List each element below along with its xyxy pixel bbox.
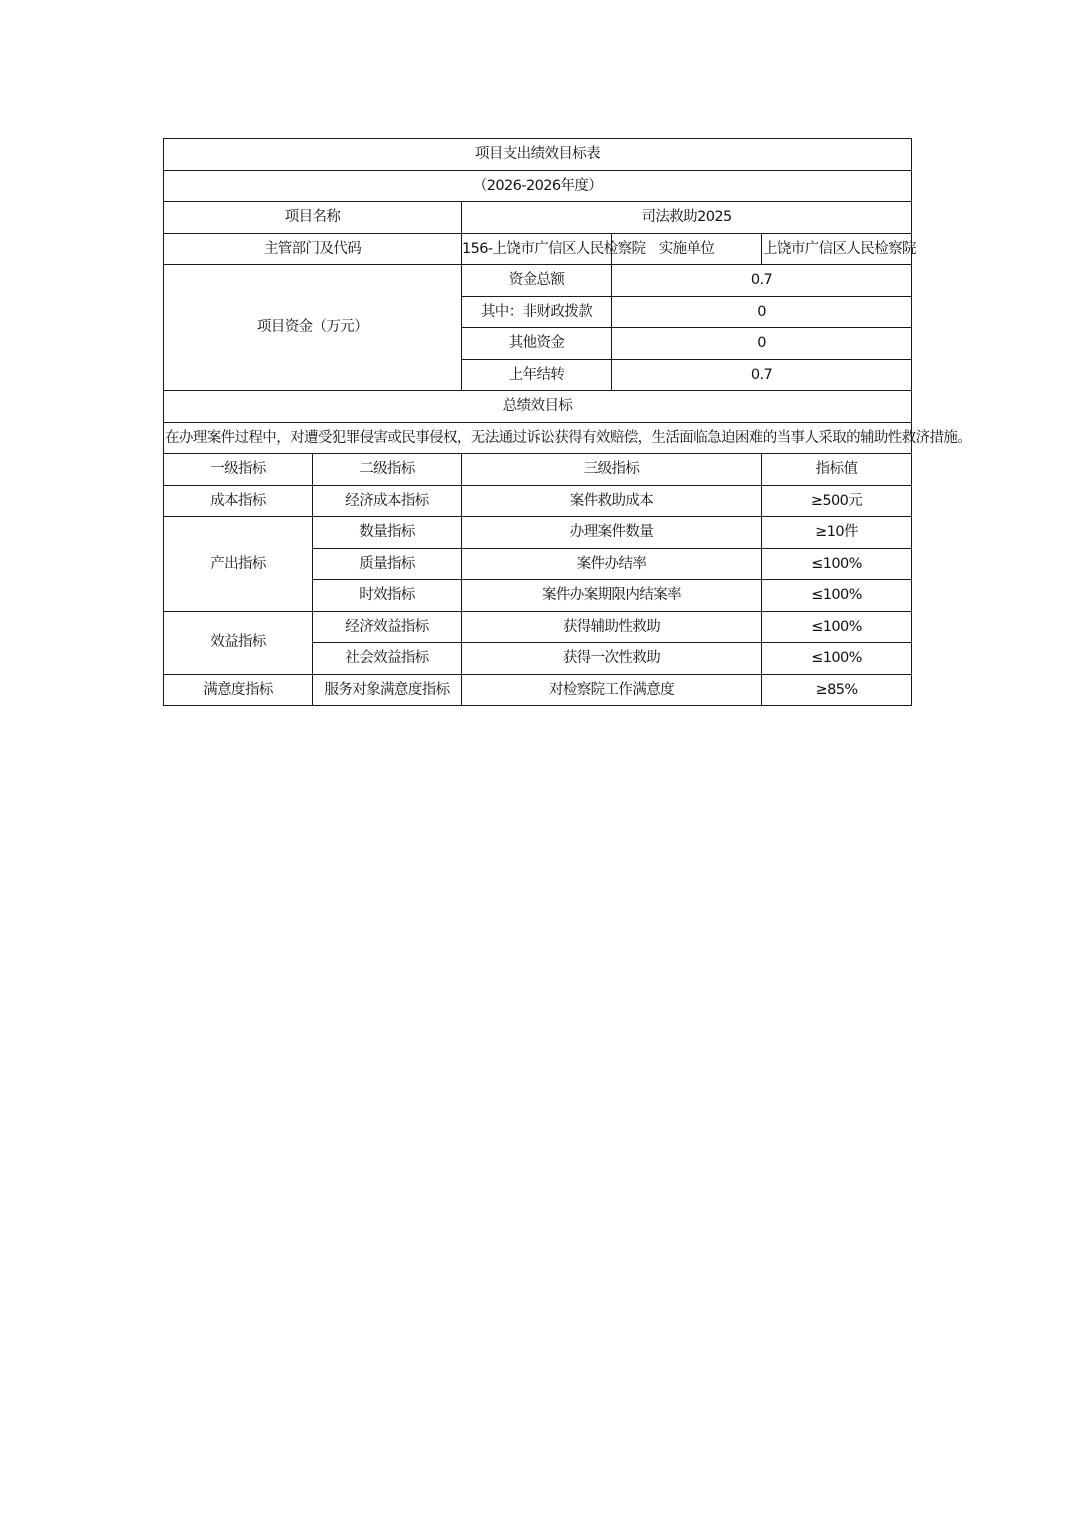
fund-item-label: 上年结转 [462,359,612,391]
performance-target-table [163,138,972,706]
indicator-level3: 案件办结率 [462,548,762,580]
table-title: 项目支出绩效目标表 [164,139,912,171]
project-name-row [164,202,912,234]
indicator-value: ≥500元 [762,485,912,517]
year-row [164,170,912,202]
header-value: 指标值 [762,454,912,486]
indicator-level3: 案件办案期限内结案率 [462,580,762,612]
dept-value: 156-上饶市广信区人民检察院 [462,233,612,265]
overall-goal-text-row [164,422,912,454]
indicator-level1: 成本指标 [164,485,313,517]
indicator-row [164,485,912,517]
indicator-value: ≥10件 [762,517,912,549]
header-level3: 三级指标 [462,454,762,486]
indicator-row [164,517,912,549]
table-year: （2026-2026年度） [164,170,912,202]
indicator-value: ≤100% [762,611,912,643]
project-name-value: 司法救助2025 [462,202,912,234]
indicator-level2: 经济效益指标 [313,611,462,643]
indicator-level1: 满意度指标 [164,674,313,706]
indicator-level3: 获得一次性救助 [462,643,762,675]
project-name-label: 项目名称 [164,202,462,234]
fund-item-value: 0 [612,296,912,328]
funds-row [164,265,912,297]
impl-unit-label: 实施单位 [612,233,762,265]
overall-goal-text: 在办理案件过程中，对遭受犯罪侵害或民事侵权，无法通过诉讼获得有效赔偿，生活面临急迫困难的当事人采取的辅助性救济措施。 [164,422,912,454]
fund-item-value: 0.7 [612,359,912,391]
fund-item-value: 0.7 [612,265,912,297]
indicator-row [164,611,912,643]
fund-item-label: 其中：非财政拨款 [462,296,612,328]
indicator-value: ≤100% [762,548,912,580]
indicator-level2: 服务对象满意度指标 [313,674,462,706]
fund-item-value: 0 [612,328,912,360]
indicator-level3: 办理案件数量 [462,517,762,549]
title-row [164,139,912,171]
indicator-level1: 产出指标 [164,517,313,612]
indicator-level2: 数量指标 [313,517,462,549]
indicator-value: ≤100% [762,643,912,675]
indicator-level2: 质量指标 [313,548,462,580]
indicator-level2: 经济成本指标 [313,485,462,517]
department-row [164,233,912,265]
dept-label: 主管部门及代码 [164,233,462,265]
impl-unit-value: 上饶市广信区人民检察院 [762,233,912,265]
funds-label: 项目资金（万元） [164,265,462,391]
indicator-level1: 效益指标 [164,611,313,674]
header-level2: 二级指标 [313,454,462,486]
indicator-level3: 对检察院工作满意度 [462,674,762,706]
overall-goal-label: 总绩效目标 [164,391,912,423]
fund-item-label: 其他资金 [462,328,612,360]
indicator-header-row [164,454,912,486]
indicator-row [164,674,912,706]
indicator-value: ≤100% [762,580,912,612]
fund-item-label: 资金总额 [462,265,612,297]
header-level1: 一级指标 [164,454,313,486]
indicator-value: ≥85% [762,674,912,706]
indicator-level2: 社会效益指标 [313,643,462,675]
indicator-level3: 案件救助成本 [462,485,762,517]
indicator-level3: 获得辅助性救助 [462,611,762,643]
indicator-level2: 时效指标 [313,580,462,612]
overall-goal-header-row [164,391,912,423]
